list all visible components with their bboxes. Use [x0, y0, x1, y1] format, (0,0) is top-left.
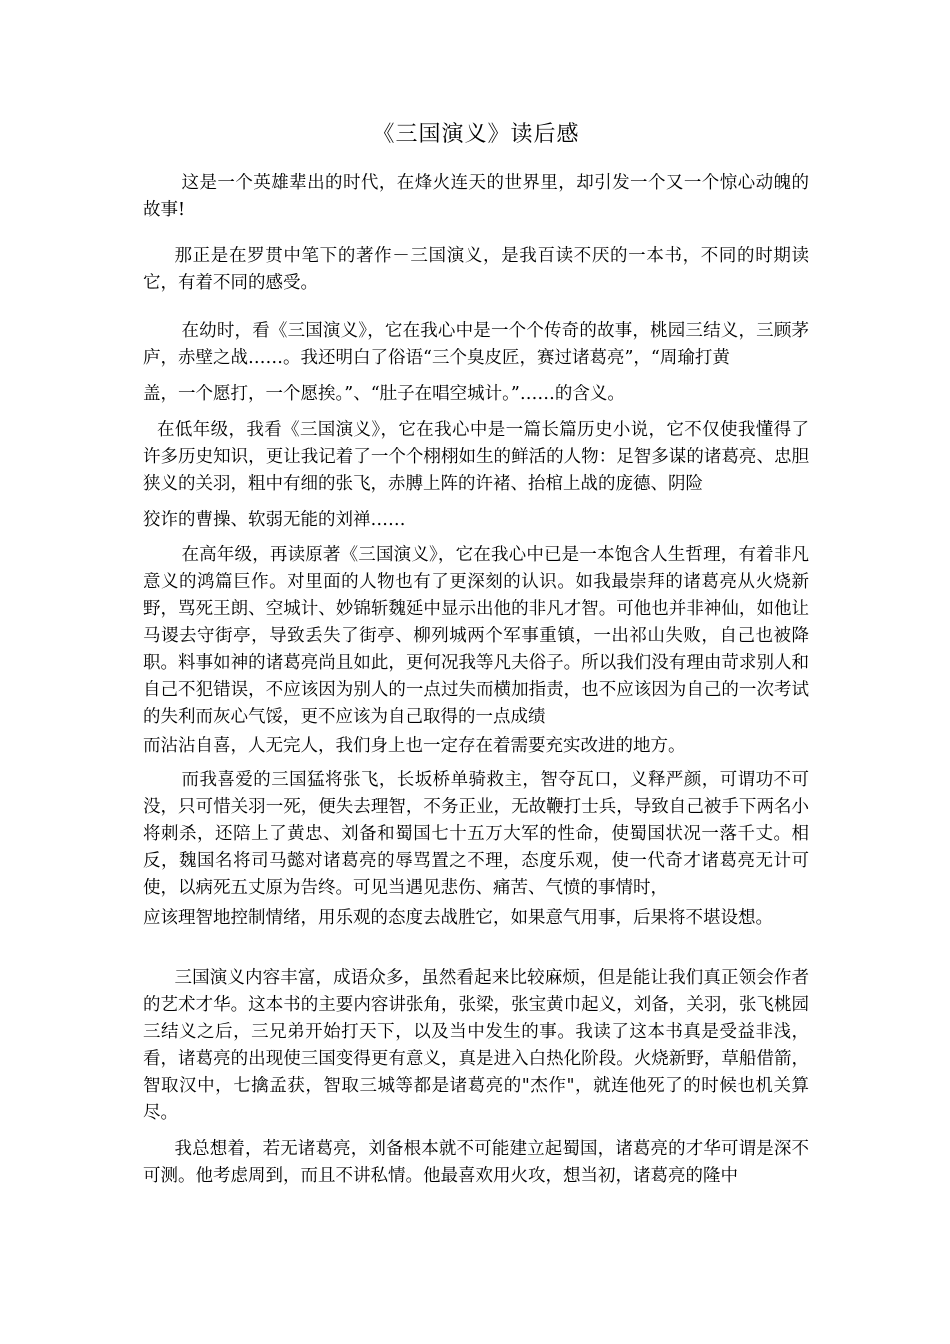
- paragraph-zhang-fei: 而我喜爱的三国猛将张飞，长坂桥单骑救主，智夺瓦口，义释严颜，可谓功不可没，只可惜关羽一死，便失去理智，不务正业，无故鞭打士兵，导致自己被手下两名小将刺杀，还陪上了黄忠、刘备和蜀国七十五万大军的性命，使蜀国状况一落千丈。相反，魏国名将司马懿对诸葛亮的辱骂置之不理，态度乐观，使一代奇才诸葛亮无计可使，以病死五丈原为告终。可见当遇见悲伤、痛苦、气愤的事情时，: [143, 770, 809, 898]
- paragraph-zhuge-liang: 我总想着，若无诸葛亮，刘备根本就不可能建立起蜀国，诸葛亮的才华可谓是深不可测。他考虑周到，而且不讲私情。他最喜欢用火攻，想当初，诸葛亮的隆中: [143, 1139, 809, 1186]
- paragraph-content-overview: 三国演义内容丰富，成语众多，虽然看起来比较麻烦，但是能让我们真正领会作者的艺术才华。这本书的主要内容讲张角，张梁，张宝黄巾起义，刘备，关羽，张飞桃园三结义之后，三兄弟开始打天下，以及当中发生的事。我读了这本书真是受益非浅，看，诸葛亮的出现使三国变得更有意义，真是进入白热化阶段。火烧新野，草船借箭，智取汉中，七擒孟获，智取三城等都是诸葛亮的"杰作"，就连他死了的时候也机关算尽。: [143, 968, 809, 1123]
- document-title: 《三国演义》读后感: [372, 122, 580, 147]
- paragraph-luo-guanzhong: 那正是在罗贯中笔下的著作－三国演义，是我百读不厌的一本书，不同的时期读它，有着不同的感受。: [143, 246, 809, 293]
- paragraph-childhood-last-line: 盖，一个愿打，一个愿挨。”、“肚子在唱空城计。”……的含义。: [143, 384, 625, 404]
- paragraph-higher-grade-last-line: 而沾沾自喜，人无完人，我们身上也一定存在着需要充实改进的地方。: [143, 736, 686, 756]
- paragraph-childhood: 在幼时，看《三国演义》，它在我心中是一个个传奇的故事，桃园三结义，三顾茅庐，赤壁之战……。我还明白了俗语“三个臭皮匠，赛过诸葛亮”，“周瑜打黄: [143, 321, 809, 368]
- paragraph-intro: 这是一个英雄辈出的时代，在烽火连天的世界里，却引发一个又一个惊心动魄的故事!: [143, 173, 809, 220]
- paragraph-zhang-fei-last-line: 应该理智地控制情绪，用乐观的态度去战胜它，如果意气用事，后果将不堪设想。: [143, 908, 773, 928]
- paragraph-lower-grade: 在低年级，我看《三国演义》，它在我心中是一篇长篇历史小说，它不仅使我懂得了许多历史知识，更让我记着了一个个栩栩如生的鲜活的人物：足智多谋的诸葛亮、忠胆狭义的关羽，粗中有细的张飞，赤膊上阵的许褚、抬棺上战的庞德、阴险: [143, 420, 809, 494]
- paragraph-higher-grade: 在高年级，再读原著《三国演义》，它在我心中已是一本饱含人生哲理，有着非凡意义的鸿篇巨作。对里面的人物也有了更深刻的认识。如我最崇拜的诸葛亮从火烧新野，骂死王朗、空城计、妙锦斩魏延中显示出他的非凡才智。可他也并非神仙，如他让马谡去守街亭，导致丢失了街亭、柳列城两个军事重镇，一出祁山失败，自己也被降职。料事如神的诸葛亮尚且如此，更何况我等凡夫俗子。所以我们没有理由苛求别人和自己不犯错误，不应该因为别人的一点过失而横加指责，也不应该因为自己的一次考试的失利而灰心气馁，更不应该为自己取得的一点成绩: [143, 545, 809, 727]
- document-page: [143, 0, 809, 1344]
- paragraph-lower-grade-last-line: 狡诈的曹操、软弱无能的刘禅……: [143, 510, 406, 530]
